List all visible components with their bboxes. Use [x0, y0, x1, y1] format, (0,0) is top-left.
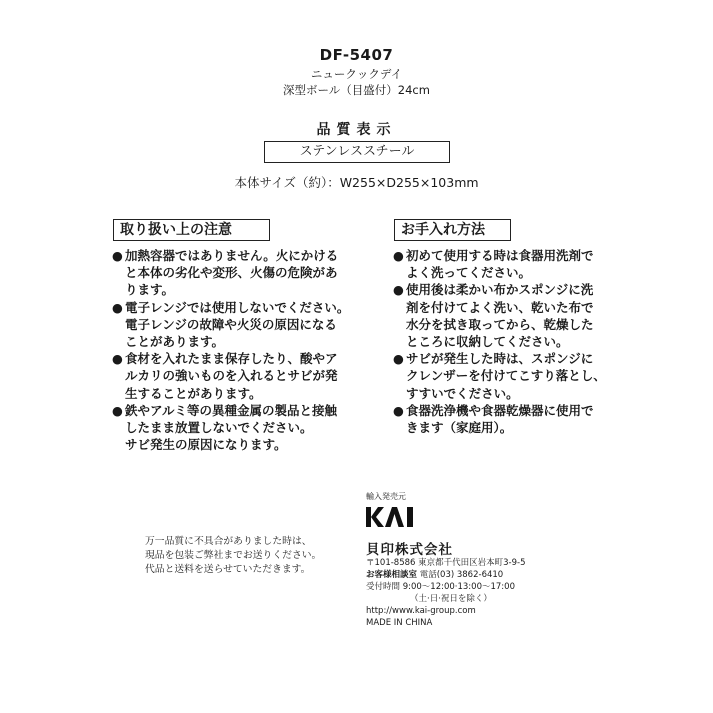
- caution-line: 電子レンジの故障や火災の原因になる: [125, 316, 337, 332]
- care-line: 水分を拭き取ってから、乾燥した: [406, 316, 594, 332]
- care-line: 剤を付けてよく洗い、乾いた布で: [406, 299, 594, 315]
- caution-line: 電子レンジでは使用しないでください。: [125, 299, 350, 315]
- care-item: [393, 281, 618, 350]
- caution-line: したまま放置しないでください。: [125, 420, 313, 436]
- caution-line: 加熱容器ではありません。火にかける: [125, 248, 339, 263]
- defect-line: 代品と送料を送らせていただきます。: [145, 564, 311, 575]
- defect-notice: [145, 535, 360, 577]
- contact-label: お客様相談室: [366, 570, 418, 580]
- kai-logo: [366, 506, 416, 528]
- bullet-icon: ●: [112, 248, 123, 263]
- caution-line: ことがあります。: [125, 334, 225, 350]
- care-line: きます（家庭用）。: [406, 420, 513, 436]
- caution-line: ルカリの強いものを入れるとサビが発: [125, 368, 338, 384]
- customer-contact: [366, 569, 503, 582]
- bullet-icon: ●: [393, 282, 404, 298]
- bullet-icon: ●: [112, 402, 123, 418]
- care-line: 食器洗浄機や食器乾燥器に使用で: [406, 402, 594, 418]
- quality-label-title: 品質表示: [316, 122, 397, 138]
- bullet-icon: ●: [112, 299, 123, 315]
- company-address: 〒101-8586 東京都千代田区岩本町3-9-5: [366, 558, 526, 568]
- caution-item: [112, 350, 367, 402]
- company-name: 貝印株式会社: [366, 542, 453, 558]
- care-line: 初めて使用する時は食器用洗剤で: [406, 248, 594, 263]
- caution-heading: 取り扱い上の注意: [113, 219, 270, 241]
- bullet-icon: ●: [393, 351, 404, 367]
- caution-item: [112, 402, 367, 454]
- origin-label: MADE IN CHINA: [366, 618, 433, 628]
- model-number: DF-5407: [319, 46, 394, 64]
- caution-line: 鉄やアルミ等の異種金属の製品と接触: [125, 402, 338, 418]
- phone-number: 電話(03) 3862-6410: [419, 570, 504, 580]
- caution-line: 生することがあります。: [125, 385, 262, 401]
- caution-line: 食材を入れたまま保存したり、酸やア: [125, 351, 338, 367]
- caution-line: サビ発生の原因になります。: [125, 437, 287, 453]
- care-line: サビが発生した時は、スポンジに: [406, 351, 594, 367]
- caution-line: と本体の劣化や変形、火傷の危険があ: [125, 265, 338, 281]
- importer-label: 輸入発売元: [366, 492, 406, 501]
- care-item: [393, 402, 618, 436]
- caution-list: [112, 247, 367, 453]
- care-item: [393, 350, 618, 402]
- bullet-icon: ●: [112, 351, 123, 367]
- business-hours: 受付時間 9:00～12:00·13:00～17:00: [366, 582, 515, 592]
- care-line: クレンザーを付けてこすり落とし、: [406, 368, 606, 384]
- caution-item: [112, 247, 367, 299]
- caution-line: ります。: [125, 282, 175, 298]
- care-line: すすいでください。: [406, 385, 519, 401]
- defect-line: 万一品質に不具合がありました時は、: [145, 536, 312, 547]
- care-line: よく洗ってください。: [406, 265, 532, 281]
- material-box: [264, 141, 450, 163]
- defect-line: 現品を包装ご弊社までお送りください。: [145, 550, 322, 561]
- closed-days: （土·日·祝日を除く）: [410, 594, 492, 604]
- care-heading: お手入れ方法: [394, 219, 511, 241]
- website-url: http://www.kai-group.com: [366, 606, 476, 616]
- bullet-icon: ●: [393, 402, 404, 418]
- care-list: [393, 247, 618, 436]
- care-line: 使用後は柔かい布かスポンジに洗: [406, 282, 594, 298]
- size-text: 本体サイズ（約）：W255×D255×103mm: [234, 175, 479, 190]
- series-name: ニュークックデイ: [310, 67, 403, 81]
- care-item: [393, 247, 618, 281]
- product-name: 深型ボール（目盛付）24cm: [283, 83, 430, 97]
- bullet-icon: ●: [393, 248, 404, 263]
- material-text: ステンレススチール: [299, 144, 415, 159]
- caution-item: [112, 299, 367, 351]
- care-line: ところに収納してください。: [406, 334, 569, 350]
